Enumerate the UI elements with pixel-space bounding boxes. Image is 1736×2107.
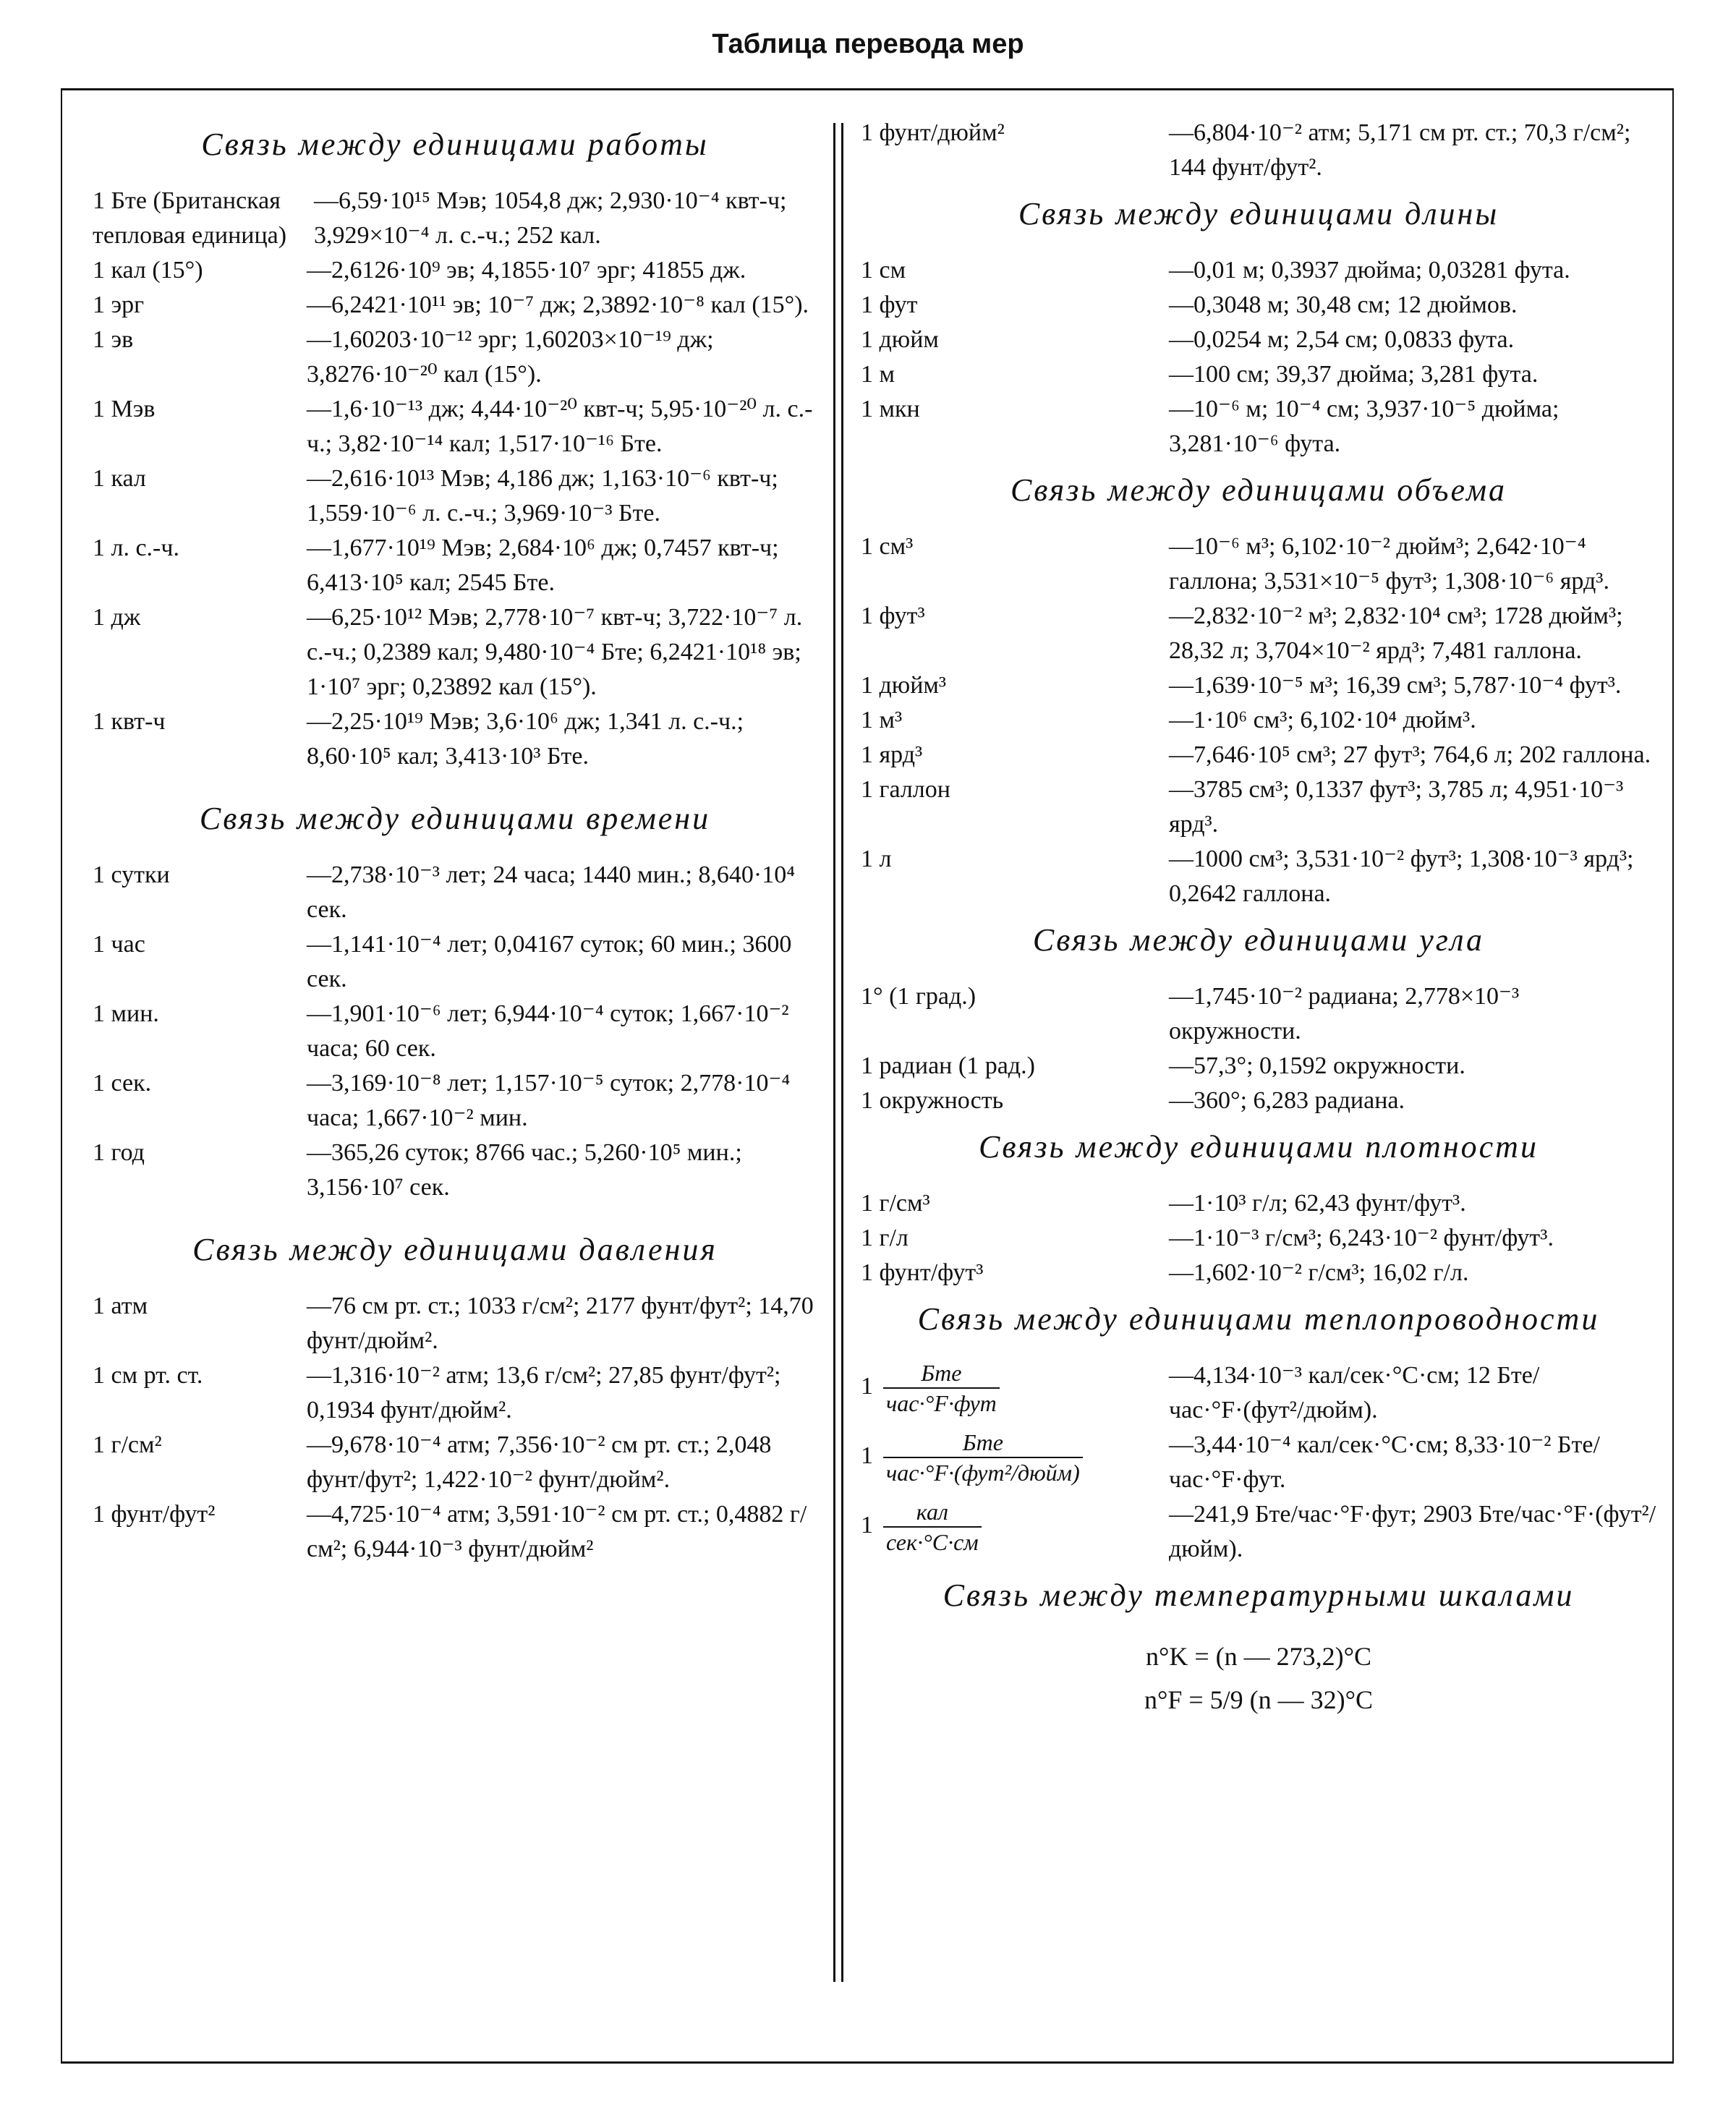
conductivity-row (861, 1358, 1656, 1428)
unit-label: 1 г/л (861, 1225, 909, 1251)
unit-label: 1 фут (861, 291, 918, 318)
unit-label: 1 эрг (93, 291, 145, 318)
work-row (93, 461, 817, 531)
work-section (93, 184, 817, 774)
unit-value: —1,602·10⁻² г/см³; 16,02 г/л. (1169, 1259, 1469, 1286)
unit-label: 1 год (93, 1139, 145, 1166)
unit-value: —4,134·10⁻³ кал/сек·°С·см; 12 Бте/час·°F·(фут²/дюйм). (1169, 1362, 1540, 1423)
fraction-denominator: час·°F·(фут²/дюйм) (883, 1457, 1083, 1487)
fraction (883, 1428, 1083, 1487)
unit-value: —1·10³ г/л; 62,43 фунт/фут³. (1169, 1190, 1466, 1217)
unit-label: 1° (1 град.) (861, 983, 977, 1010)
angle-row (861, 1084, 1656, 1118)
fraction (883, 1358, 1000, 1418)
density-row (861, 1221, 1656, 1256)
section-title-density: Связь между единицами плотности (979, 1129, 1539, 1165)
unit-value: —9,678·10⁻⁴ атм; 7,356·10⁻² см рт. ст.; 2,048 фунт/фут²; 1,422·10⁻² фунт/дюйм². (307, 1431, 772, 1493)
unit-value: —57,3°; 0,1592 окружности. (1169, 1052, 1465, 1079)
section-title-volume: Связь между единицами объема (1010, 472, 1507, 508)
unit-one: 1 (861, 1372, 873, 1400)
volume-row (861, 772, 1656, 842)
unit-value: —1,745·10⁻² радиана; 2,778×10⁻³ окружности. (1169, 983, 1520, 1044)
fraction-unit (861, 1497, 1165, 1557)
unit-label: 1 час (93, 931, 145, 958)
pressure-section (93, 1289, 817, 1567)
pressure-row (93, 1497, 817, 1567)
volume-section (861, 529, 1656, 911)
fraction-denominator: час·°F·фут (883, 1387, 1000, 1418)
unit-label: 1 дюйм³ (861, 672, 947, 699)
unit-value: —1,6·10⁻¹³ дж; 4,44·10⁻²⁰ квт-ч; 5,95·10⁻²⁰ л. с.-ч.; 3,82·10⁻¹⁴ кал; 1,517·10⁻¹⁶ Бте. (307, 396, 813, 457)
angle-row (861, 1049, 1656, 1084)
pressure-row (93, 1289, 817, 1358)
unit-label: 1 квт-ч (93, 708, 166, 735)
fraction-numerator: Бте (921, 1360, 962, 1386)
section-title-conductivity: Связь между единицами теплопроводности (917, 1301, 1600, 1337)
unit-label: 1 галлон (861, 776, 950, 803)
work-row (93, 253, 817, 288)
fahrenheit-formula: n°F = 5/9 (n — 32)°C (1144, 1685, 1374, 1714)
section-title-angle: Связь между единицами угла (1032, 922, 1485, 958)
right-border (1672, 90, 1674, 2062)
time-row (93, 1136, 817, 1205)
unit-label: 1 ярд³ (861, 741, 923, 768)
page-title: Таблица перевода мер (712, 29, 1024, 59)
unit-value: —3785 см³; 0,1337 фут³; 3,785 л; 4,951·10⁻³ ярд³. (1169, 776, 1624, 838)
unit-value: —10⁻⁶ м; 10⁻⁴ см; 3,937·10⁻⁵ дюйма; 3,281·10⁻⁶ фута. (1169, 396, 1560, 457)
unit-label: 1 кал (93, 465, 146, 492)
fraction-denominator: сек·°С·см (883, 1526, 982, 1557)
unit-value: —10⁻⁶ м³; 6,102·10⁻² дюйм³; 2,642·10⁻⁴ галлона; 3,531×10⁻⁵ фут³; 1,308·10⁻⁶ ярд³. (1169, 533, 1609, 595)
work-row (93, 600, 817, 705)
length-row (861, 392, 1656, 461)
unit-value: —1,141·10⁻⁴ лет; 0,04167 суток; 60 мин.; 3600 сек. (307, 931, 792, 992)
work-row (93, 184, 817, 253)
unit-value: —1,677·10¹⁹ Мэв; 2,684·10⁶ дж; 0,7457 квт-ч; 6,413·10⁵ кал; 2545 Бте. (307, 535, 779, 596)
unit-value: —2,738·10⁻³ лет; 24 часа; 1440 мин.; 8,640·10⁴ сек. (307, 861, 796, 923)
volume-row (861, 738, 1656, 772)
unit-label: 1 см рт. ст. (93, 1362, 203, 1389)
unit-value: —6,804·10⁻² атм; 5,171 см рт. ст.; 70,3 г/см²; 144 фунт/фут². (1169, 119, 1631, 181)
bottom-rule (61, 2061, 1674, 2064)
section-title-temperature: Связь между температурными шкалами (943, 1578, 1575, 1613)
length-row (861, 357, 1656, 392)
unit-value: —4,725·10⁻⁴ атм; 3,591·10⁻² см рт. ст.; 0,4882 г/см²; 6,944·10⁻³ фунт/дюйм² (307, 1501, 807, 1562)
fraction (883, 1497, 982, 1557)
right-column (861, 116, 1656, 1721)
pressure-row (93, 1428, 817, 1497)
unit-label: 1 эв (93, 326, 134, 353)
density-row (861, 1256, 1656, 1290)
fraction-unit (861, 1428, 1165, 1487)
fraction-unit (861, 1358, 1165, 1418)
left-column (93, 116, 817, 1567)
pressure-row-continued (861, 116, 1656, 185)
unit-value: —0,0254 м; 2,54 см; 0,0833 фута. (1169, 326, 1515, 353)
unit-value: —3,44·10⁻⁴ кал/сек·°С·см; 8,33·10⁻² Бте/час·°F·фут. (1169, 1431, 1600, 1493)
conductivity-row (861, 1428, 1656, 1497)
unit-value: —1·10⁻³ г/см³; 6,243·10⁻² фунт/фут³. (1169, 1225, 1554, 1251)
density-section (861, 1186, 1656, 1290)
volume-row (861, 703, 1656, 738)
unit-value: —241,9 Бте/час·°F·фут; 2903 Бте/час·°F·(фут²/дюйм). (1169, 1501, 1656, 1562)
section-title-pressure: Связь между единицами давления (192, 1232, 718, 1267)
unit-label: 1 м³ (861, 707, 903, 733)
unit-label: 1 мин. (93, 1000, 159, 1027)
unit-value: —0,3048 м; 30,48 см; 12 дюймов. (1169, 291, 1518, 318)
unit-value: —100 см; 39,37 дюйма; 3,281 фута. (1169, 361, 1539, 388)
section-title-length: Связь между единицами длины (1018, 196, 1499, 231)
angle-section (861, 979, 1656, 1118)
unit-value: —2,6126·10⁹ эв; 4,1855·10⁷ эрг; 41855 дж. (307, 257, 746, 284)
conductivity-row (861, 1497, 1656, 1567)
unit-label: 1 г/см² (93, 1431, 162, 1458)
section-title-work: Связь между единицами работы (201, 127, 709, 162)
unit-label: 1 м (861, 361, 895, 388)
unit-label: 1 мкн (861, 396, 920, 422)
unit-value: —76 см рт. ст.; 1033 г/см²; 2177 фунт/фут²; 14,70 фунт/дюйм². (307, 1293, 814, 1354)
fraction-numerator: Бте (962, 1429, 1003, 1455)
volume-row (861, 668, 1656, 703)
unit-label: 1 см (861, 257, 906, 284)
unit-label: 1 г/см³ (861, 1190, 930, 1217)
time-row (93, 858, 817, 927)
length-row (861, 323, 1656, 357)
unit-label: 1 сутки (93, 861, 170, 888)
kelvin-formula: n°K = (n — 273,2)°C (1145, 1642, 1372, 1671)
unit-value: —1,60203·10⁻¹² эрг; 1,60203×10⁻¹⁹ дж; 3,8276·10⁻²⁰ кал (15°). (307, 326, 714, 388)
unit-label: 1 см³ (861, 533, 914, 560)
unit-label: 1 окружность (861, 1087, 1004, 1114)
conductivity-section (861, 1358, 1656, 1567)
unit-label: 1 кал (15°) (93, 257, 203, 284)
top-rule (61, 88, 1674, 90)
unit-value: —1·10⁶ см³; 6,102·10⁴ дюйм³. (1169, 707, 1476, 733)
time-row (93, 927, 817, 997)
unit-value: —3,169·10⁻⁸ лет; 1,157·10⁻⁵ суток; 2,778·10⁻⁴ часа; 1,667·10⁻² мин. (307, 1070, 791, 1131)
unit-label: 1 дюйм (861, 326, 939, 353)
unit-label: 1 фут³ (861, 603, 925, 629)
unit-label: 1 фунт/фут² (93, 1501, 216, 1528)
volume-row (861, 599, 1656, 668)
unit-value: —6,25·10¹² Мэв; 2,778·10⁻⁷ квт-ч; 3,722·10⁻⁷ л. с.-ч.; 0,2389 кал; 9,480·10⁻⁴ Бте; 6,2421·10¹⁸ эв; 1·10⁷ эрг; 0,23892 кал (15°). (307, 604, 803, 700)
fraction-numerator: кал (916, 1499, 948, 1525)
volume-row (861, 842, 1656, 911)
pressure-row (93, 1358, 817, 1428)
angle-row (861, 979, 1656, 1049)
volume-row (861, 529, 1656, 599)
unit-value: —1000 см³; 3,531·10⁻² фут³; 1,308·10⁻³ ярд³; 0,2642 галлона. (1169, 846, 1634, 907)
work-row (93, 288, 817, 323)
unit-label: 1 сек. (93, 1070, 152, 1097)
density-row (861, 1186, 1656, 1221)
unit-value: —2,25·10¹⁹ Мэв; 3,6·10⁶ дж; 1,341 л. с.-ч.; 8,60·10⁵ кал; 3,413·10³ Бте. (307, 708, 744, 770)
length-row (861, 288, 1656, 323)
section-title-time: Связь между единицами времени (199, 801, 711, 836)
unit-value: —1,901·10⁻⁶ лет; 6,944·10⁻⁴ суток; 1,667·10⁻² часа; 60 сек. (307, 1000, 789, 1062)
work-row (93, 392, 817, 461)
unit-value: —6,2421·10¹¹ эв; 10⁻⁷ дж; 2,3892·10⁻⁸ кал (15°). (307, 291, 809, 318)
unit-value: —6,59·10¹⁵ Мэв; 1054,8 дж; 2,930·10⁻⁴ квт-ч; 3,929×10⁻⁴ л. с.-ч.; 252 кал. (314, 187, 787, 249)
time-row (93, 1066, 817, 1136)
unit-value: —0,01 м; 0,3937 дюйма; 0,03281 фута. (1169, 257, 1570, 284)
unit-one: 1 (861, 1442, 873, 1469)
time-row (93, 997, 817, 1066)
unit-label: 1 фунт/фут³ (861, 1259, 984, 1286)
unit-one: 1 (861, 1511, 873, 1538)
work-row (93, 531, 817, 600)
length-section (861, 253, 1656, 461)
time-section (93, 858, 817, 1205)
column-divider (833, 123, 843, 1982)
unit-value: —7,646·10⁵ см³; 27 фут³; 764,6 л; 202 галлона. (1169, 741, 1651, 768)
work-row (93, 323, 817, 392)
unit-label: 1 л. с.-ч. (93, 535, 179, 561)
unit-value: —1,639·10⁻⁵ м³; 16,39 см³; 5,787·10⁻⁴ фут³. (1169, 672, 1622, 699)
left-border (61, 90, 62, 2062)
unit-value: —360°; 6,283 радиана. (1169, 1087, 1405, 1114)
unit-label: 1 радиан (1 рад.) (861, 1052, 1035, 1079)
length-row (861, 253, 1656, 288)
unit-value: —365,26 суток; 8766 час.; 5,260·10⁵ мин.; 3,156·10⁷ сек. (307, 1139, 742, 1201)
unit-label: 1 дж (93, 604, 141, 631)
work-row (93, 705, 817, 774)
unit-value: —2,832·10⁻² м³; 2,832·10⁴ см³; 1728 дюйм³; 28,32 л; 3,704×10⁻² ярд³; 7,481 галлона. (1169, 603, 1623, 664)
unit-label: 1 атм (93, 1293, 148, 1319)
unit-label: 1 л (861, 846, 892, 872)
unit-label: 1 Мэв (93, 396, 156, 422)
unit-label: 1 фунт/дюйм² (861, 119, 1005, 146)
unit-value: —1,316·10⁻² атм; 13,6 г/см²; 27,85 фунт/фут²; 0,1934 фунт/дюйм². (307, 1362, 781, 1423)
unit-value: —2,616·10¹³ Мэв; 4,186 дж; 1,163·10⁻⁶ квт-ч; 1,559·10⁻⁶ л. с.-ч.; 3,969·10⁻³ Бте. (307, 465, 778, 527)
unit-label: 1 Бте (Британская тепловая единица) (93, 187, 287, 249)
